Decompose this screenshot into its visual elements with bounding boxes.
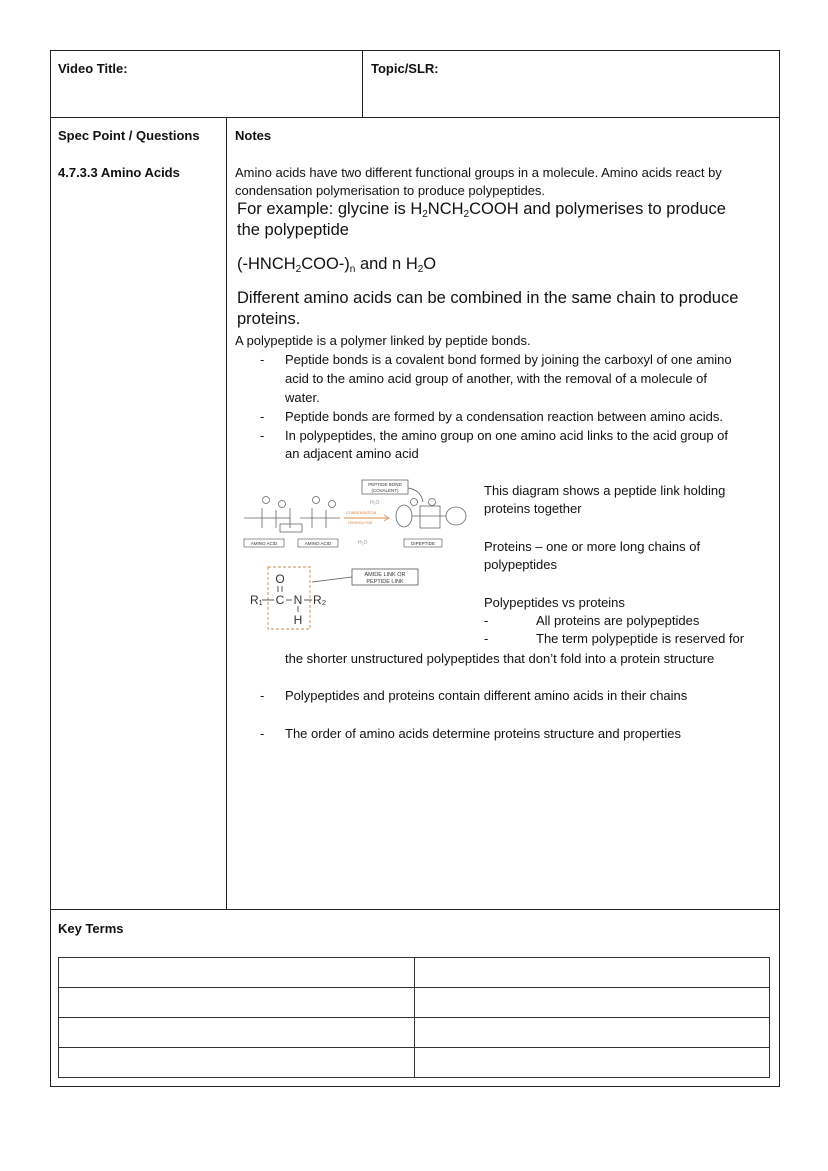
bullet-dash: - <box>484 613 489 628</box>
bullet-5: The order of amino acids determine proteins structure and properties <box>285 726 681 741</box>
atom-h: H <box>293 613 303 627</box>
bullet-2: Peptide bonds are formed by a condensation reaction between amino acids. <box>285 409 723 424</box>
bullet-dash: - <box>260 352 265 367</box>
bullet-dash: - <box>260 726 265 741</box>
amide-highlight-box <box>268 567 310 629</box>
video-title-label: Video Title: <box>58 61 128 76</box>
diagram-caption-line-1: This diagram shows a peptide link holding <box>484 483 726 498</box>
spec-column-heading: Spec Point / Questions <box>58 128 200 143</box>
atom-o: O <box>275 572 285 586</box>
atom-c: C <box>275 593 285 607</box>
atom-n: N <box>293 593 303 607</box>
key-terms-heading: Key Terms <box>58 921 124 936</box>
bullet-1-line-1: Peptide bonds is a covalent bond formed by joining the carboxyl of one amino <box>285 352 732 367</box>
spec-point: 4.7.3.3 Amino Acids <box>58 165 180 180</box>
bullet-dash: - <box>484 631 489 646</box>
vs-continuation: the shorter unstructured polypeptides that don’t fold into a protein structure <box>285 651 715 666</box>
column-divider <box>226 117 227 910</box>
atom-r1: R₁ <box>250 593 263 607</box>
peptide-bond-label-2: (COVALENT) <box>371 488 399 493</box>
amino-acid-2-label: AMINO ACID <box>304 541 332 546</box>
peptide-bond-label-1: PEPTIDE BOND <box>368 482 402 487</box>
polymer-definition: A polypeptide is a polymer linked by peptide bonds. <box>235 333 531 348</box>
vs-bullet-1: All proteins are polypeptides <box>536 613 700 628</box>
example-line-1: For example: glycine is $H_2NCH_2COOH$ and polymerises to produce <box>237 200 726 220</box>
key-terms-rule <box>50 909 780 910</box>
notes-column-heading: Notes <box>235 128 272 143</box>
key-term-cell[interactable] <box>59 958 415 988</box>
water-bottom: H₂O <box>358 540 368 546</box>
notes-intro-line-1: Amino acids have two different functional groups in a molecule. Amino acids react by <box>235 165 722 180</box>
bullet-4: Polypeptides and proteins contain different amino acids in their chains <box>285 688 688 703</box>
amino-acid-2-structure <box>300 497 340 529</box>
amide-label-1: AMIDE LINK OR <box>364 572 406 578</box>
definition-cell[interactable] <box>414 958 770 988</box>
bullet-dash: - <box>260 409 265 424</box>
definition-cell[interactable] <box>414 1018 770 1048</box>
definition-cell[interactable] <box>414 1048 770 1078</box>
amino-acid-1-label: AMINO ACID <box>250 541 278 546</box>
peptide-bond-diagram <box>236 472 476 634</box>
amide-pointer <box>312 577 352 582</box>
amide-label-2: PEPTIDE LINK <box>366 579 404 585</box>
table-row <box>59 1018 770 1048</box>
bullet-3-line-1: In polypeptides, the amino group on one amino acid links to the acid group of <box>285 428 729 443</box>
proteins-line-2: polypeptides <box>484 557 557 572</box>
bullet-1-line-3: water. <box>285 390 320 405</box>
topic-label: Topic/SLR: <box>371 61 439 76</box>
dipeptide-structure <box>396 499 466 529</box>
key-term-cell[interactable] <box>59 988 415 1018</box>
vs-bullet-2: The term polypeptide is reserved for <box>536 631 745 646</box>
amino-acid-1-structure <box>244 497 302 533</box>
diagram-caption-line-2: proteins together <box>484 501 582 516</box>
table-row <box>59 1048 770 1078</box>
atom-r2: R₂ <box>313 593 327 607</box>
header-bottom-rule <box>50 117 780 118</box>
bullet-3-line-2: an adjacent amino acid <box>285 446 419 461</box>
peptide-bond-arrow <box>408 488 423 502</box>
notes-intro-line-2: condensation polymerisation to produce polypeptides. <box>235 183 546 198</box>
header-divider <box>362 50 363 118</box>
bullet-1-line-2: acid to the amino acid group of another, with the removal of a molecule of <box>285 371 708 386</box>
example-line-2: the polypeptide <box>237 221 349 239</box>
combined-line-1: Different amino acids can be combined in the same chain to produce <box>237 289 739 307</box>
proteins-line-1: Proteins – one or more long chains of <box>484 539 701 554</box>
vs-heading: Polypeptides vs proteins <box>484 595 625 610</box>
table-row <box>59 958 770 988</box>
bullet-dash: - <box>260 688 265 703</box>
key-term-cell[interactable] <box>59 1048 415 1078</box>
water-top: H₂O <box>370 500 380 506</box>
table-row <box>59 988 770 1018</box>
key-terms-table <box>58 957 770 1078</box>
combined-line-2: proteins. <box>237 310 301 328</box>
condensation-label: CONDENSATION <box>346 511 377 515</box>
key-term-cell[interactable] <box>59 1018 415 1048</box>
bullet-dash: - <box>260 428 265 443</box>
hydrolysis-label: HYDROLYSIS <box>348 521 373 525</box>
dipeptide-label: DIPEPTIDE <box>411 541 435 546</box>
polypeptide-formula: $(-HNCH_2COO-)_n$ and n $H_2O$ <box>237 255 437 275</box>
definition-cell[interactable] <box>414 988 770 1018</box>
